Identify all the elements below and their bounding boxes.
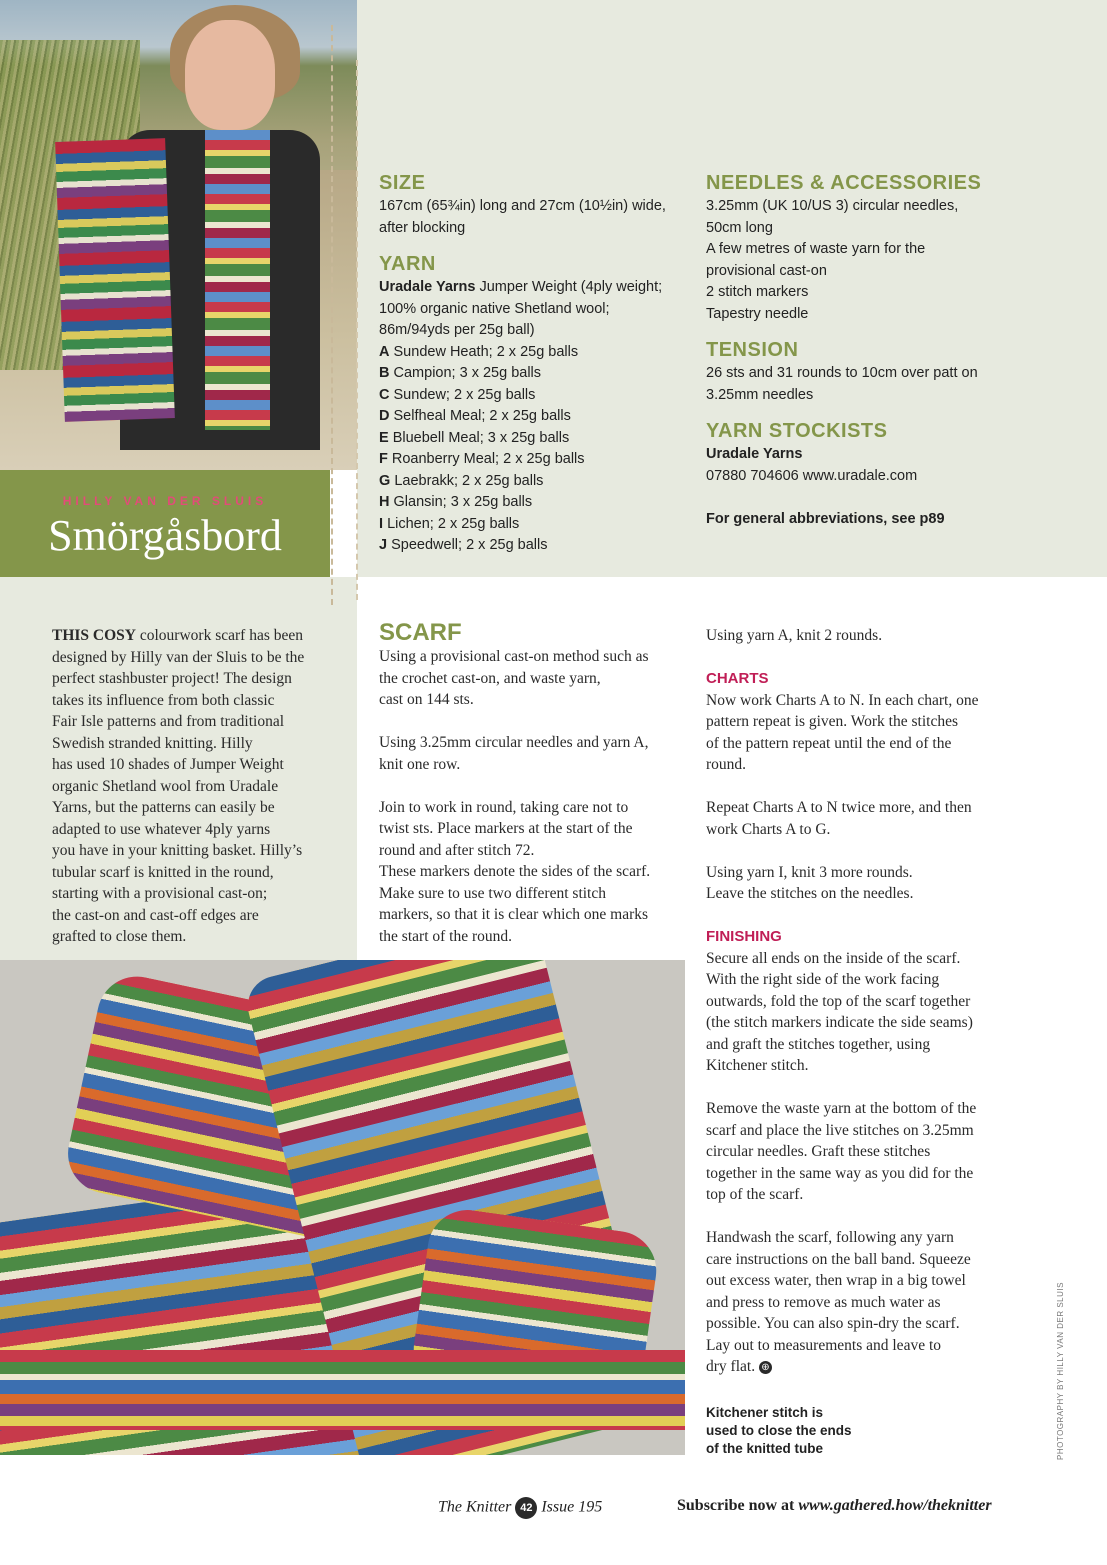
yarn-text: Uradale Yarns Jumper Weight (4ply weight; 100% organic native Shetland wool; 86m/94yds per 25g ball) A Sundew Heath; 2 x 25g balls B Campion; 3 x 25g balls C Sundew; 2 x 25g balls D Selfheal Meal; 2 x 25g balls E Bluebell Meal; 3 x 25g balls F Roanberry Meal; 2 x 25g balls G Laebrakk; 2 x 25g balls H Glansin; 3 x 25g balls I Lichen; 2 x 25g balls J Speedwell; 2 x 25g balls	[379, 277, 689, 557]
photo-caption: Kitchener stitch is used to close the ends of the knitted tube	[706, 1405, 852, 1456]
list-item: D Selfheal Meal; 2 x 25g balls	[379, 408, 571, 424]
list-item: H Glansin; 3 x 25g balls	[379, 494, 533, 510]
list-item: A Sundew Heath; 2 x 25g balls	[379, 343, 579, 360]
footer-magazine: The Knitter 42 Issue 195	[438, 1497, 602, 1519]
title-block	[0, 470, 330, 577]
stockists-contact[interactable]: 07880 704606 www.uradale.com	[706, 467, 918, 484]
intro-paragraph: THIS COSY colourwork scarf has been designed by Hilly van der Sluis to be the perfect stashbuster project! The design takes its influence from both classic Fair Isle patterns and from traditional Swedish stranded knitting. Hilly has used 10 shades of Jumper Weight organic Shetland wool from Uradale Yarns, but the patterns can easily be adapted to use whatever 4ply yarns you have in your knitting basket. Hilly’s tubular scarf is knitted in the round, starting with a provisional cast-on; the cast-on and cast-off edges are grafted to close them.	[52, 627, 305, 945]
stockists-text: Uradale Yarns 07880 704606 www.uradale.com For general abbreviations, see p89	[706, 444, 1046, 530]
needles-text: 3.25mm (UK 10/US 3) circular needles, 50cm long A few metres of waste yarn for the provisional cast-on 2 stitch markers Tapestry needle	[706, 198, 959, 322]
yarn-colour-list	[379, 342, 689, 557]
author-name: HILLY VAN DER SLUIS	[62, 494, 268, 508]
decorative-stitch-line	[331, 25, 333, 605]
tension-heading: TENSION	[706, 339, 799, 361]
list-item: E Bluebell Meal; 3 x 25g balls	[379, 429, 570, 446]
decorative-stitch-line	[356, 60, 358, 600]
page-title: Smörgåsbord	[48, 511, 282, 560]
finishing-heading: FINISHING	[706, 928, 782, 945]
photo-woman-with-scarf	[0, 0, 357, 470]
end-mark-icon: ⊕	[759, 1361, 772, 1374]
list-item: C Sundew; 2 x 25g balls	[379, 386, 536, 403]
abbreviations-note: For general abbreviations, see p89	[706, 510, 945, 527]
list-item: B Campion; 3 x 25g balls	[379, 365, 542, 381]
footer-subscribe: Subscribe now at www.gathered.how/theknitter	[677, 1497, 992, 1514]
accessories-column	[706, 172, 1046, 530]
size-heading: SIZE	[379, 172, 426, 194]
stockists-heading: YARN STOCKISTS	[706, 420, 888, 442]
list-item: F Roanberry Meal; 2 x 25g balls	[379, 451, 585, 467]
list-item: I Lichen; 2 x 25g balls	[379, 515, 520, 532]
materials-column	[379, 172, 689, 557]
charts-finishing-instructions: Using yarn A, knit 2 rounds. CHARTS Now work Charts A to N. In each chart, one pattern repeat is given. Work the stitches of the pattern repeat until the end of the round. Repeat Charts A to N twice more, and then work Charts A to G. Using yarn I, knit 3 more rounds. Leave the stitches on the needles. FINISHING Secure all ends on the inside of the scarf. With the right side of the work facing outwards, fold the top of the scarf together (the stitch markers indicate the side seams) and graft the stitches together, using Kitchener stitch. Remove the waste yarn at the bottom of the scarf and place the live stitches on 3.25mm circular needles. Graft these stitches together in the same way as you did for the top of the scarf. Handwash the scarf, following any yarn care instructions on the ball band. Squeeze out excess water, then wrap in a big towel and press to remove as much water as possible. You can also spin-dry the scarf. Lay out to measurements and leave to dry flat. ⊕	[706, 625, 1026, 1378]
subscribe-link[interactable]: www.gathered.how/theknitter	[798, 1497, 992, 1514]
scarf-heading: SCARF	[379, 619, 462, 646]
yarn-heading: YARN	[379, 253, 436, 275]
photo-credit: PHOTOGRAPHY BY HILLY VAN DER SLUIS	[1056, 1282, 1065, 1460]
charts-heading: CHARTS	[706, 670, 769, 687]
tension-text: 26 sts and 31 rounds to 10cm over patt on 3.25mm needles	[706, 365, 978, 403]
list-item: J Speedwell; 2 x 25g balls	[379, 537, 548, 553]
scarf-instructions: SCARF Using a provisional cast-on method such as the crochet cast-on, and waste yarn, cast on 144 sts. Using 3.25mm circular needles and yarn A, knit one row. Join to work in round, taking care not to twist sts. Place markers at the start of the round and after stitch 72. These markers denote the sides of the scarf. Make sure to use two different stitch markers, so that it is clear which one marks the start of the round.	[379, 620, 689, 947]
photo-scarf-closeup	[0, 960, 685, 1455]
list-item: G Laebrakk; 2 x 25g balls	[379, 472, 544, 489]
page-number: 42	[515, 1497, 537, 1519]
size-text: 167cm (65¾in) long and 27cm (10½in) wide, after blocking	[379, 198, 666, 236]
needles-heading: NEEDLES & ACCESSORIES	[706, 172, 982, 194]
